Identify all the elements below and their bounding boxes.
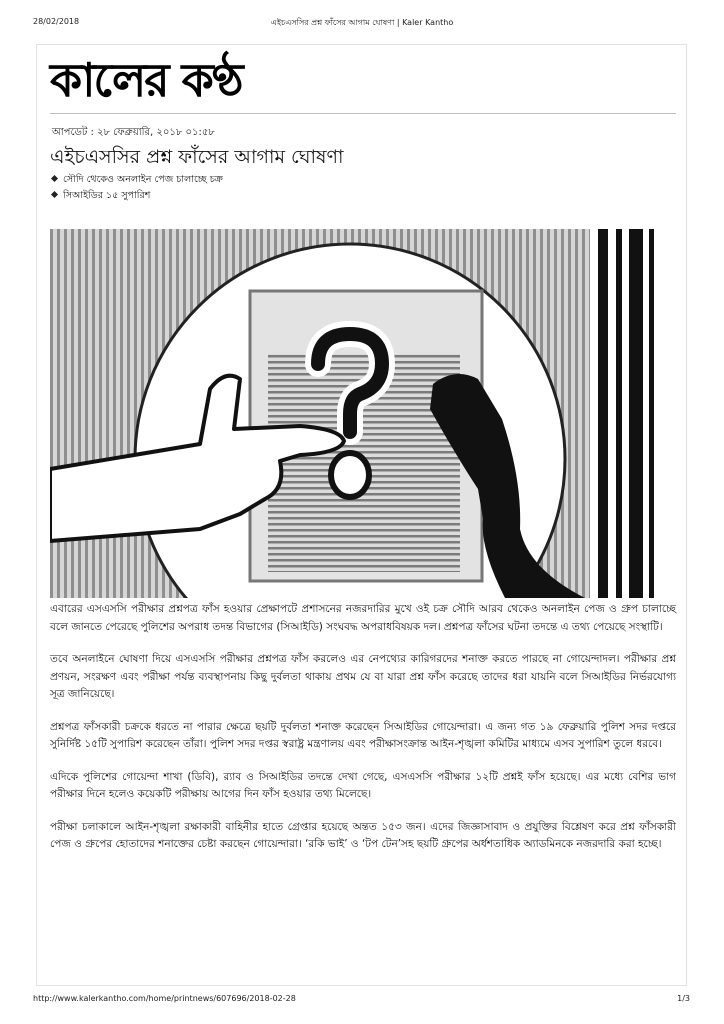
print-date: 28/02/2018 bbox=[33, 17, 80, 26]
diamond-bullet-icon bbox=[51, 191, 58, 198]
article-paragraph: পরীক্ষা চলাকালে আইন-শৃঙ্খলা রক্ষাকারী বাহিনীর হাতে গ্রেপ্তার হয়েছে অন্তত ১৫৩ জন। এদের জিজ্ঞাসাবাদ ও প্রযুক্তির বিশ্লেষণ করে প্রশ্ন ফাঁসকারী পেজ ও গ্রুপের হোতাদের শনাক্তের চেষ্টা করছেন গোয়েন্দারা। ‘রকি ভাই’ ও ‘টপ টেন’সহ ছয়টি গ্রুপের অর্ধশতাধিক অ্যাডমিনকে নজরদারি করা হচ্ছে। bbox=[50, 820, 676, 850]
article-paragraph: প্রশ্নপত্র ফাঁসকারী চক্রকে ধরতে না পারার ক্ষেত্রে ছয়টি দুর্বলতা শনাক্ত করেছেন সিআইডির গোয়েন্দারা। এ জন্য গত ১৯ ফেব্রুয়ারি পুলিশ সদর দপ্তরে সুনির্দিষ্ট ১৫টি সুপারিশ করেছেন তাঁরা। পুলিশ সদর দপ্তর স্বরাষ্ট্র মন্ত্রণালয় এবং পরীক্ষাসংক্রান্ত আইন-শৃঙ্খলা কমিটির মাধ্যমে এসব সুপারিশ তুলে ধরবে। bbox=[50, 720, 676, 750]
print-header bbox=[0, 17, 724, 31]
kaler-kantho-logo: কালের কণ্ঠ bbox=[50, 53, 242, 107]
article-headline: এইচএসসির প্রশ্ন ফাঁসের আগাম ঘোষণা bbox=[50, 146, 344, 168]
article-paragraph: এদিকে পুলিশের গোয়েন্দা শাখা (ডিবি), র‍্যাব ও সিআইডির তদন্তে দেখা গেছে, এসএসসি পরীক্ষার ১২টি প্রশ্নই ফাঁস হয়েছে। এর মধ্যে বেশির ভাগ পরীক্ষার দিনে হলেও কয়েকটি পরীক্ষায় আগের দিন ফাঁস হওয়ার তথ্য মিলেছে। bbox=[50, 770, 676, 800]
logo-divider bbox=[50, 113, 676, 114]
article-paragraph: তবে অনলাইনে ঘোষণা দিয়ে এসএসসি পরীক্ষার প্রশ্নপত্র ফাঁস করলেও এর নেপথ্যের কারিগরদের শনাক্ত করতে পারছে না গোয়েন্দাদল। পরীক্ষার প্রশ্ন প্রণয়ন, সংরক্ষণ এবং পরীক্ষা পর্যন্ত ব্যবস্থাপনায় কিছু দুর্বলতা থাকায় প্রথম যে বা যারা প্রশ্ন ফাঁস করেছে তাদের ধরা যায়নি বলে সিআইডির নির্ভরযোগ্য সূত্র জানিয়েছে। bbox=[50, 653, 676, 700]
article-photo bbox=[50, 229, 661, 598]
article-paragraph: এবারের এসএসসি পরীক্ষার প্রশ্নপত্র ফাঁস হওয়ার প্রেক্ষাপটে প্রশাসনের নজরদারির মুখে ওই চক্র সৌদি আরব থেকেও অনলাইন পেজ ও গ্রুপ চালাচ্ছে বলে জানতে পেরেছে পুলিশের অপরাধ তদন্ত বিভাগের (সিআইডি) সংঘবদ্ধ অপরাধবিষয়ক দল। প্রশ্নপত্র ফাঁসের ঘটনা তদন্তে এ তথ্য পেয়েছে সংস্থাটি। bbox=[50, 603, 676, 633]
diamond-bullet-icon bbox=[51, 175, 58, 182]
subheadline-list bbox=[50, 172, 223, 204]
updated-timestamp: আপডেট : ২৮ ফেব্রুয়ারি, ২০১৮ ০১:৫৮ bbox=[52, 127, 215, 138]
print-doc-title: এইচএসসির প্রশ্ন ফাঁসের আগাম ঘোষণা | Kaler Kantho bbox=[270, 18, 454, 27]
subheadline-item: সিআইডির ১৫ সুপারিশ bbox=[50, 188, 223, 204]
page-number: 1/3 bbox=[677, 994, 690, 1003]
article-body bbox=[50, 601, 676, 869]
print-footer bbox=[0, 994, 724, 1008]
print-url: http://www.kalerkantho.com/home/printnews/607696/2018-02-28 bbox=[33, 994, 296, 1003]
subheadline-item: সৌদি থেকেও অনলাইন পেজ চালাচ্ছে চক্র bbox=[50, 172, 223, 188]
